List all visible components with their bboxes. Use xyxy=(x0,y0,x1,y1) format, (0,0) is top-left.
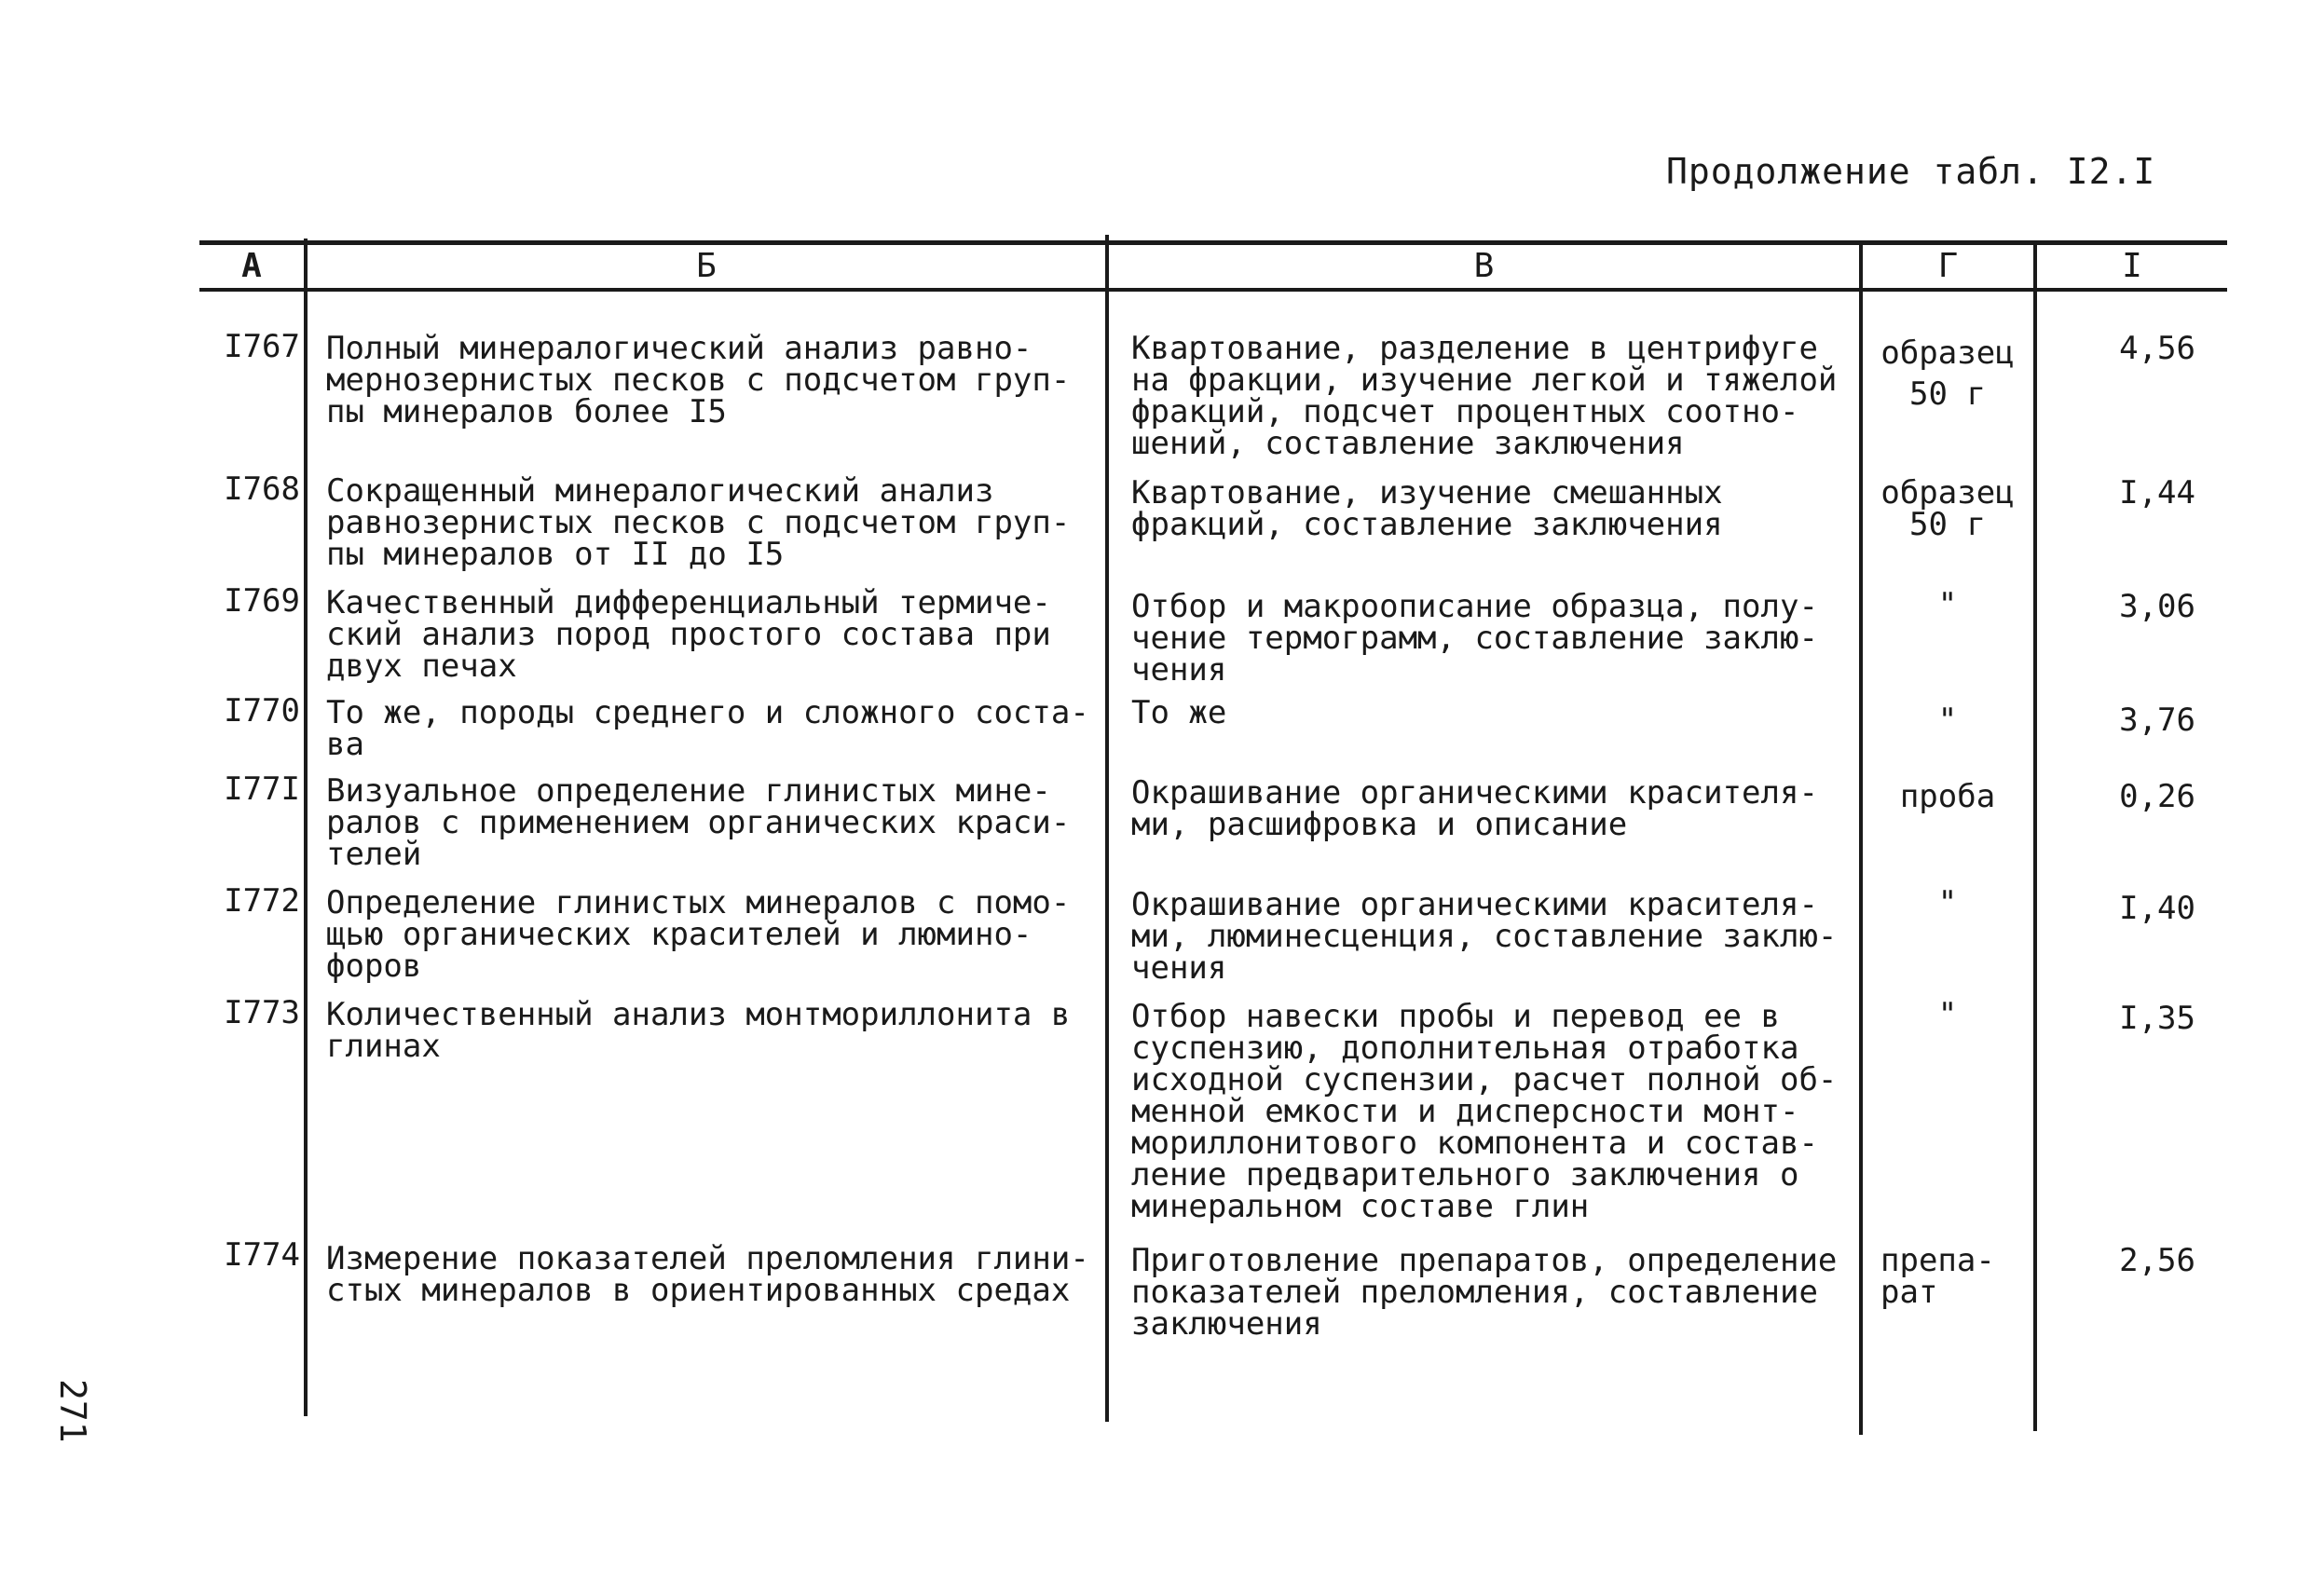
row-work: То же xyxy=(1131,694,1227,731)
row-unit: образец 50 г xyxy=(1880,474,2015,543)
table-caption: Продолжение табл. I2.I xyxy=(1666,151,2156,192)
row-number: I768 xyxy=(224,471,300,508)
row-name: Качественный дифференциальный термиче- ский анализ пород простого состава при двух печах xyxy=(326,584,1051,685)
row-name: Количественный анализ монтмориллонита в глинах xyxy=(326,996,1071,1065)
row-work: Отбор и макроописание образца, полу- чение термограмм, составление заклю- чения xyxy=(1131,588,1818,689)
row-work: Окрашивание органическими красителя- ми, расшифровка и описание xyxy=(1131,774,1818,843)
row-norm: 4,56 xyxy=(2119,330,2195,367)
column-divider-1 xyxy=(304,239,308,1416)
row-norm: 2,56 xyxy=(2119,1242,2195,1279)
row-norm: 3,06 xyxy=(2119,588,2195,625)
row-work: Квартование, разделение в центрифуге на фракции, изучение легкой и тяжелой фракций, подсчет процентных соотно- шений, составление заключения xyxy=(1131,330,1838,462)
table-rule-header xyxy=(199,288,2227,292)
row-work: Квартование, изучение смешанных фракций, составление заключения xyxy=(1131,474,1723,543)
column-header-d: Г xyxy=(1937,247,1959,285)
row-unit: " xyxy=(1937,996,1958,1033)
column-header-c: В xyxy=(1473,247,1495,285)
row-norm: 0,26 xyxy=(2119,778,2195,815)
column-divider-2 xyxy=(1105,235,1109,1422)
row-work: Приготовление препаратов, определение показателей преломления, составление заключения xyxy=(1131,1242,1838,1343)
column-divider-3 xyxy=(1859,244,1863,1435)
row-name: Сокращенный минералогический анализ равнозернистых песков с подсчетом груп- пы минералов от II до I5 xyxy=(326,472,1071,573)
row-norm: I,44 xyxy=(2119,474,2195,512)
column-header-a: А xyxy=(241,247,262,285)
row-number: I77I xyxy=(224,771,300,808)
row-work: Отбор навески пробы и перевод ее в суспензию, дополнительная отработка исходной суспензии, расчет полной об- менной емкости и дисперсности монт- мориллонитового компонента и состав- ление предварительного заключения о минеральном составе глин xyxy=(1131,998,1838,1225)
row-name: Визуальное определение глинистых мине- ралов с применением органических краси- телей xyxy=(326,772,1071,873)
row-unit: " xyxy=(1937,702,1958,739)
row-norm: I,35 xyxy=(2119,1000,2195,1037)
row-number: I767 xyxy=(224,328,300,365)
row-unit: проба xyxy=(1899,778,1996,815)
row-norm: 3,76 xyxy=(2119,702,2195,739)
row-unit: " xyxy=(1937,884,1958,921)
table-rule-top xyxy=(199,240,2227,245)
row-norm: I,40 xyxy=(2119,890,2195,927)
row-name: Определение глинистых минералов с помо- щью органических красителей и люмино- форов xyxy=(326,884,1071,985)
row-unit: образец 50 г xyxy=(1880,334,2015,413)
row-number: I769 xyxy=(224,582,300,620)
row-number: I770 xyxy=(224,692,300,730)
column-header-e: I xyxy=(2122,247,2142,285)
row-unit: " xyxy=(1937,586,1958,623)
row-name: То же, породы среднего и сложного соста- ва xyxy=(326,694,1089,763)
row-work: Окрашивание органическими красителя- ми, люминесценция, составление заклю- чения xyxy=(1131,886,1838,987)
page-number: 271 xyxy=(52,1379,93,1443)
row-number: I773 xyxy=(224,994,300,1031)
row-name: Полный минералогический анализ равно- мернозернистых песков с подсчетом груп- пы минералов более I5 xyxy=(326,330,1071,430)
row-name: Измерение показателей преломления глини- стых минералов в ориентированных средах xyxy=(326,1240,1089,1309)
row-unit: препа- рат xyxy=(1880,1242,1995,1311)
row-number: I772 xyxy=(224,882,300,920)
column-header-b: Б xyxy=(696,247,717,285)
row-number: I774 xyxy=(224,1236,300,1274)
